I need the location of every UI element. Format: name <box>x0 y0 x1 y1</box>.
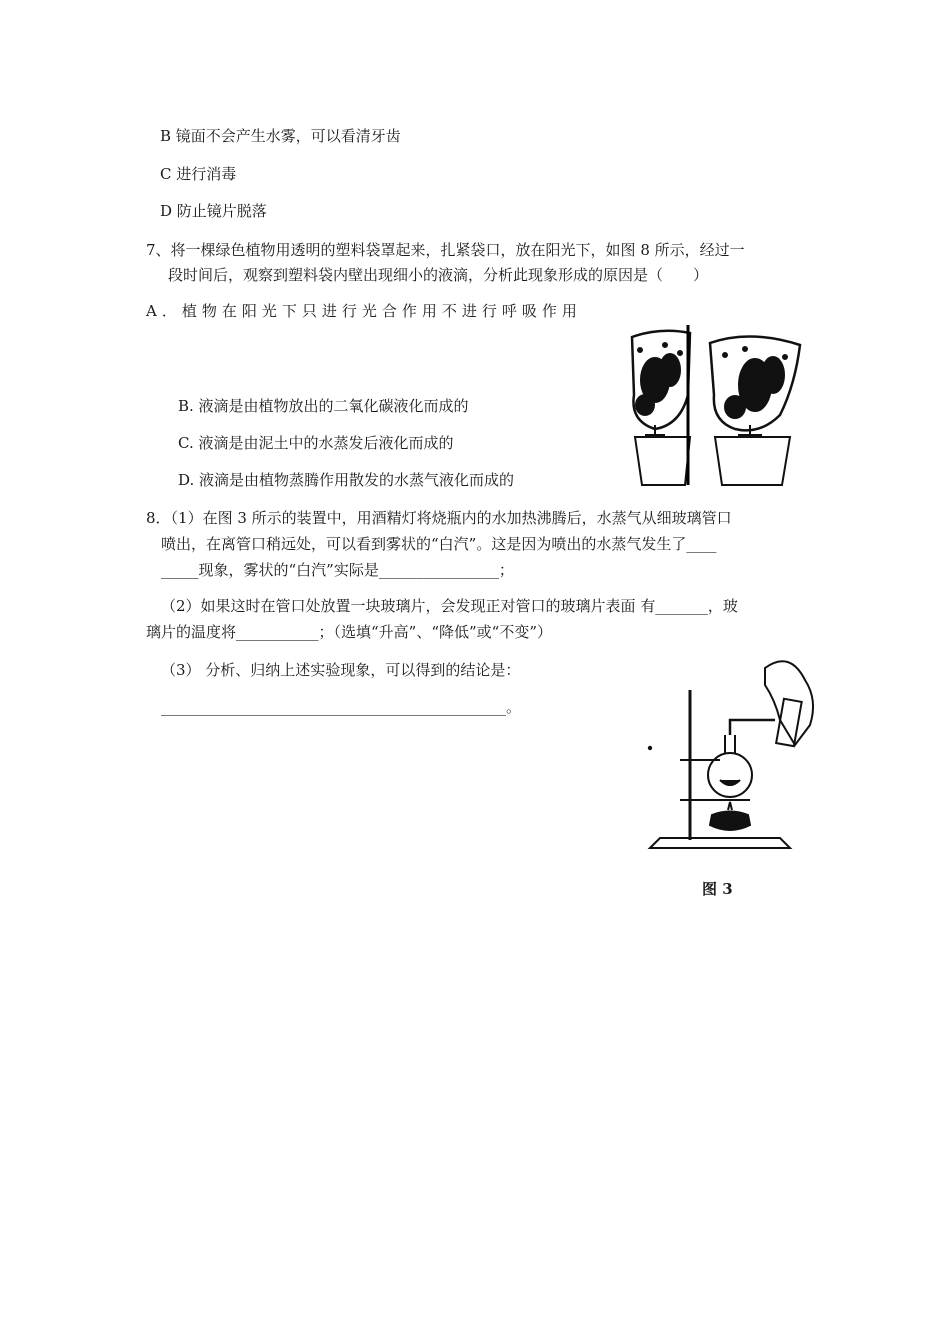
figure-8-plants-illustration <box>610 325 825 495</box>
q8-part1-line2: 喷出，在离管口稍远处，可以看到雾状的“白汽”。这是因为喷出的水蒸气发生了____ <box>161 535 717 553</box>
q7-option-c: C. 液滴是由泥土中的水蒸发后液化而成的 <box>178 434 454 452</box>
q8-part1-line3: _____现象，雾状的“白汽”实际是________________； <box>161 561 514 579</box>
q8-part3-line1: （3） 分析、归纳上述实验现象，可以得到的结论是： <box>161 661 521 679</box>
plant-left-illustration <box>632 325 690 485</box>
q6-option-c: C 进行消毒 <box>160 165 237 183</box>
q8-part2-line2: 璃片的温度将___________；（选填“升高”、“降低”或“不变”） <box>146 623 553 641</box>
q7-stem-line1: 7、将一棵绿色植物用透明的塑料袋罩起来，扎紧袋口，放在阳光下，如图 8 所示，经过一 <box>146 241 745 259</box>
q6-option-b: B 镜面不会产生水雾，可以看清牙齿 <box>160 127 401 145</box>
figure-3-caption: 图 3 <box>702 880 733 898</box>
q7-option-d: D. 液滴是由植物蒸腾作用散发的水蒸气液化而成的 <box>178 471 515 489</box>
q7-option-a: A．植物在阳光下只进行光合作用不进行呼吸作用 <box>146 302 582 320</box>
q7-option-b: B. 液滴是由植物放出的二氧化碳液化而成的 <box>178 397 469 415</box>
q7-stem-line2: 段时间后，观察到塑料袋内壁出现细小的液滴，分析此现象形成的原因是（ ） <box>168 266 709 284</box>
figure-3-apparatus-illustration <box>640 650 825 860</box>
q8-part1-line1: 8．（1）在图 3 所示的装置中，用酒精灯将烧瓶内的水加热沸腾后，水蒸气从细玻璃管口 <box>146 509 732 527</box>
plant-right-illustration <box>710 336 800 485</box>
q8-part2-line1: （2）如果这时在管口处放置一块玻璃片，会发现正对管口的玻璃片表面 有_______，玻 <box>161 597 738 615</box>
q6-option-d: D 防止镜片脱落 <box>160 202 267 220</box>
q8-part3-line2: ______________________________________________。 <box>161 698 522 716</box>
